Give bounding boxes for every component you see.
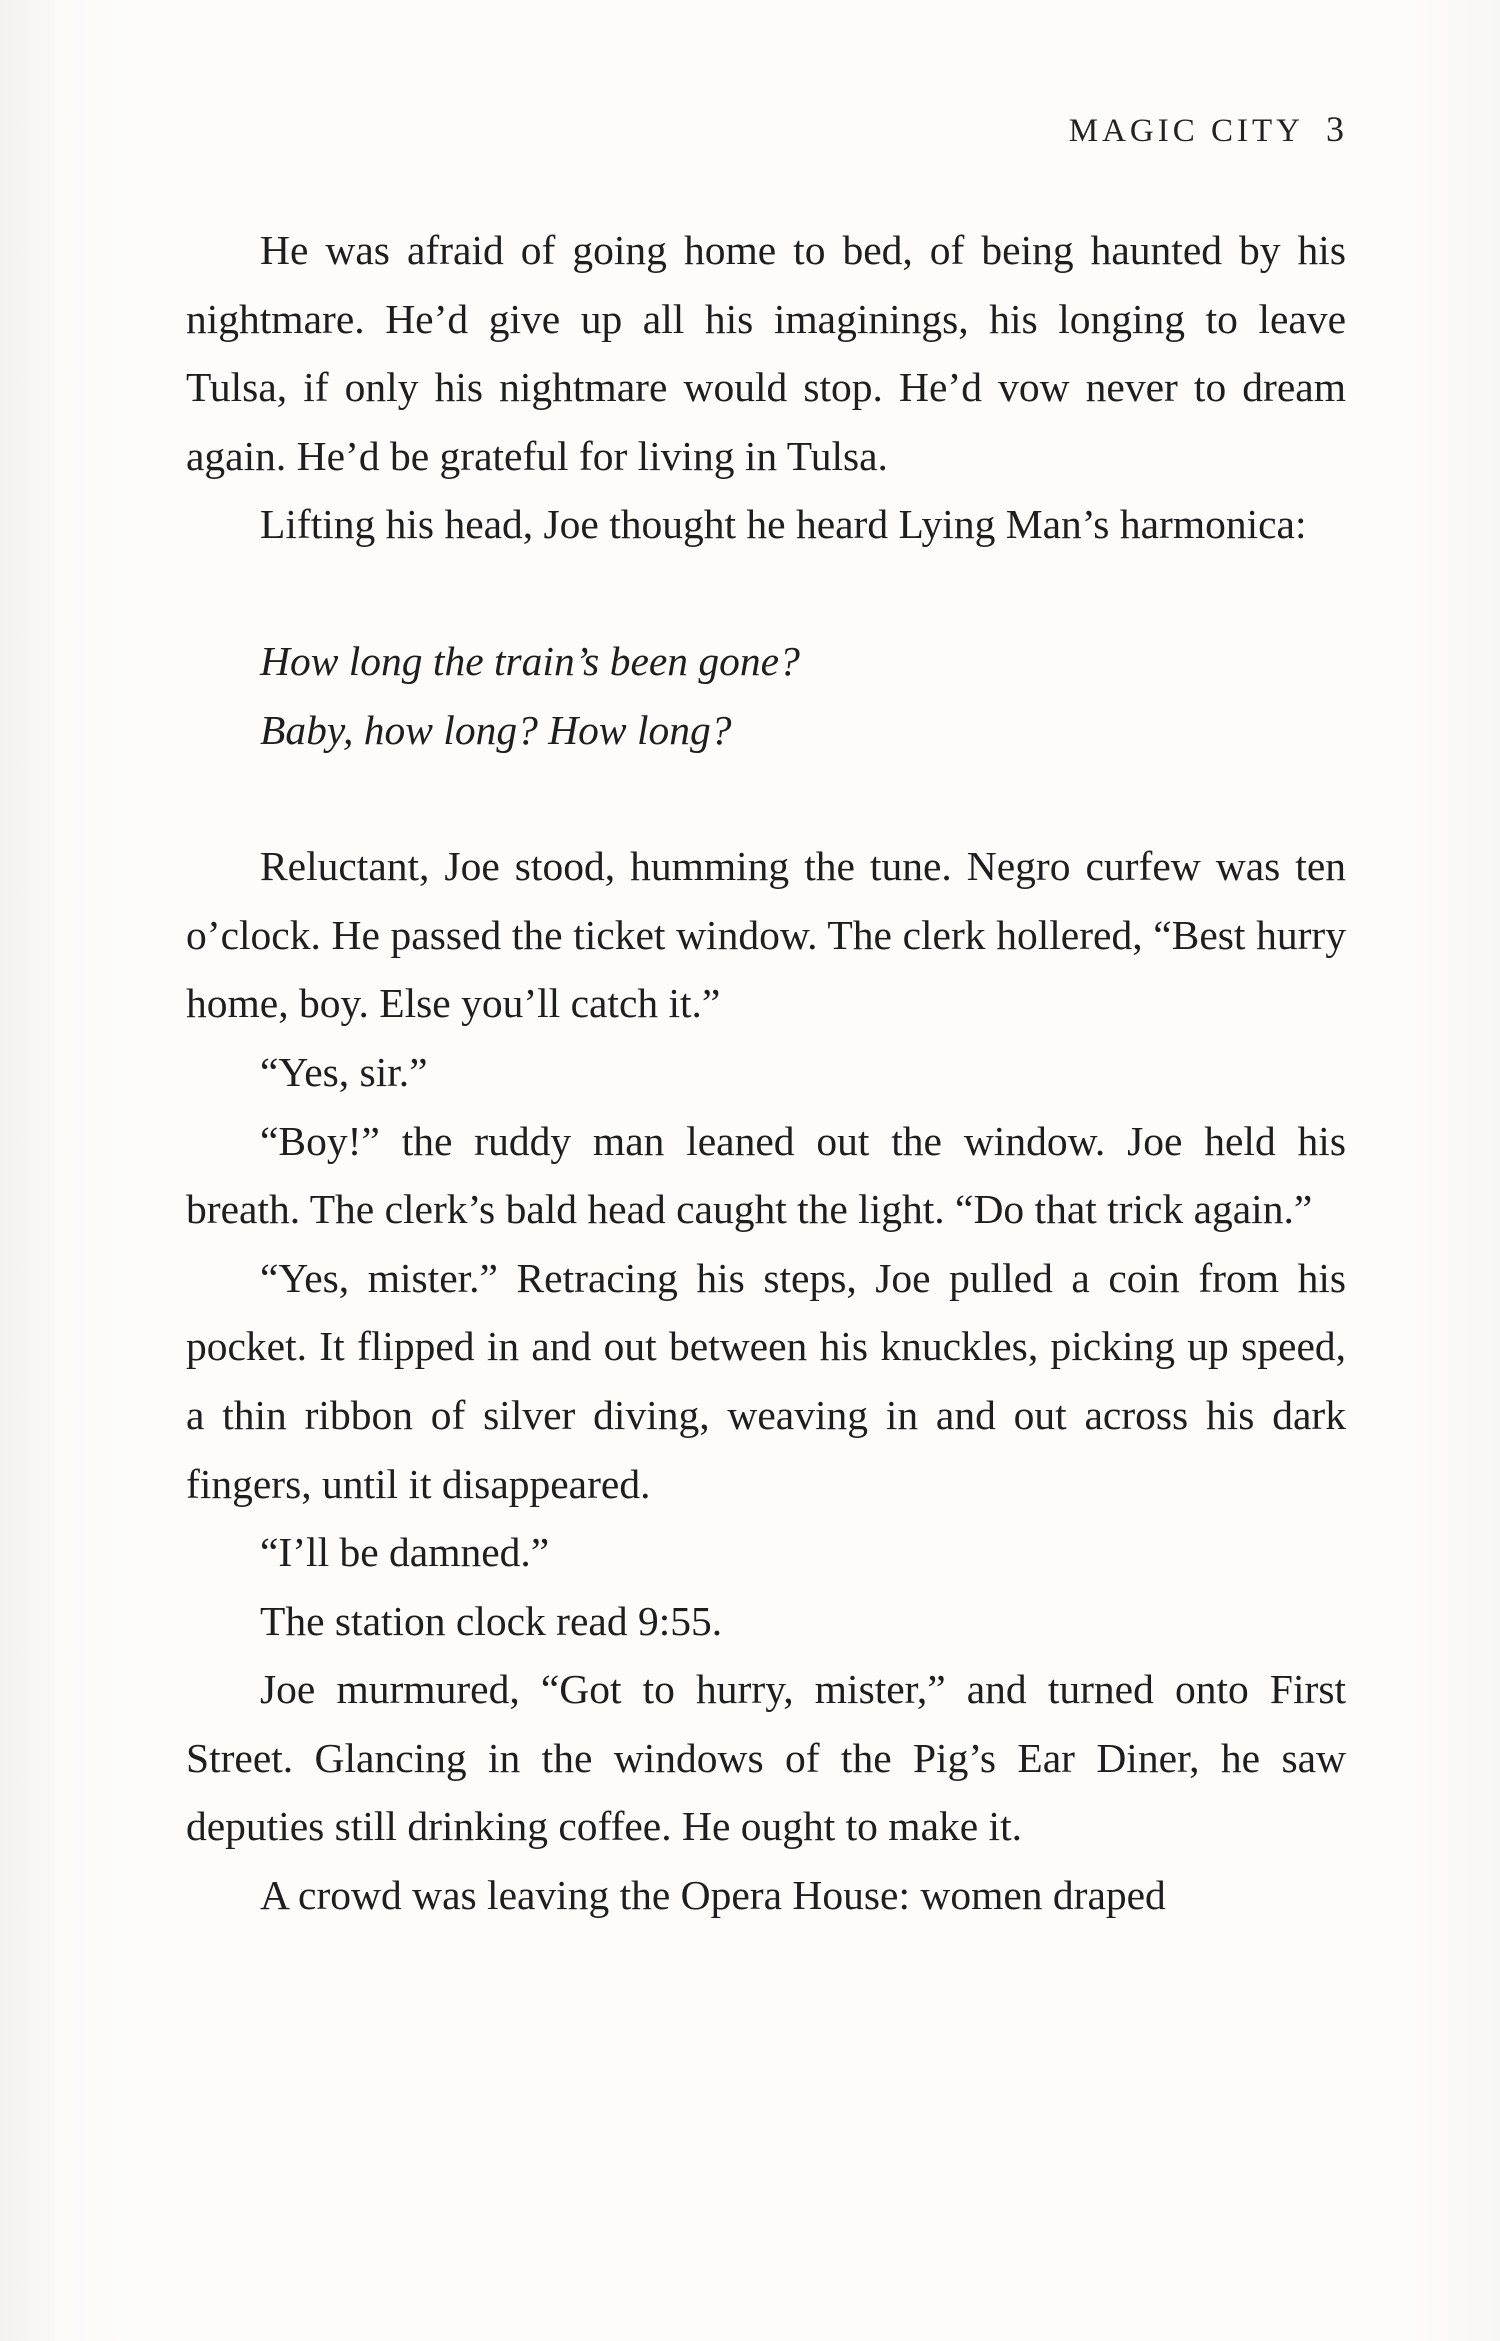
verse-line: How long the train’s been gone? xyxy=(260,637,800,684)
paragraph: Joe murmured, “Got to hurry, mister,” and turned onto First Street. Glancing in the windows of the Pig’s Ear Diner, he saw deputies still drinking coffee. He ought to make it. xyxy=(186,1666,1346,1850)
paragraph: The station clock read 9:55. xyxy=(260,1597,723,1644)
paragraph: “Boy!” the ruddy man leaned out the window. Joe held his breath. The clerk’s bald head caught the light. “Do that trick again.” xyxy=(186,1117,1346,1233)
page-number: 3 xyxy=(1326,109,1344,149)
body-text xyxy=(186,216,1346,1930)
paragraph: “Yes, mister.” Retracing his steps, Joe pulled a coin from his pocket. It flipped in and out between his knuckles, picking up speed, a thin ribbon of silver diving, weaving in and out across his dark fingers, until it disappeared. xyxy=(186,1254,1346,1507)
verse-line: Baby, how long? How long? xyxy=(260,706,732,753)
paragraph: “I’ll be damned.” xyxy=(260,1529,550,1576)
song-verse xyxy=(186,627,1346,764)
paragraph: A crowd was leaving the Opera House: women draped xyxy=(260,1872,1166,1919)
paragraph: Lifting his head, Joe thought he heard Lying Man’s harmonica: xyxy=(260,501,1307,548)
running-head-title: MAGIC CITY xyxy=(1068,113,1304,149)
paragraph: He was afraid of going home to bed, of being haunted by his nightmare. He’d give up all his imaginings, his longing to leave Tulsa, if only his nightmare would stop. He’d vow never to dream again. He’d be grateful for living in Tulsa. xyxy=(186,227,1346,479)
paragraph: “Yes, sir.” xyxy=(260,1048,428,1095)
paragraph: Reluctant, Joe stood, humming the tune. Negro curfew was ten o’clock. He passed the ticket window. The clerk hollered, “Best hurry home, boy. Else you’ll catch it.” xyxy=(186,843,1346,1027)
running-head xyxy=(1069,108,1344,150)
